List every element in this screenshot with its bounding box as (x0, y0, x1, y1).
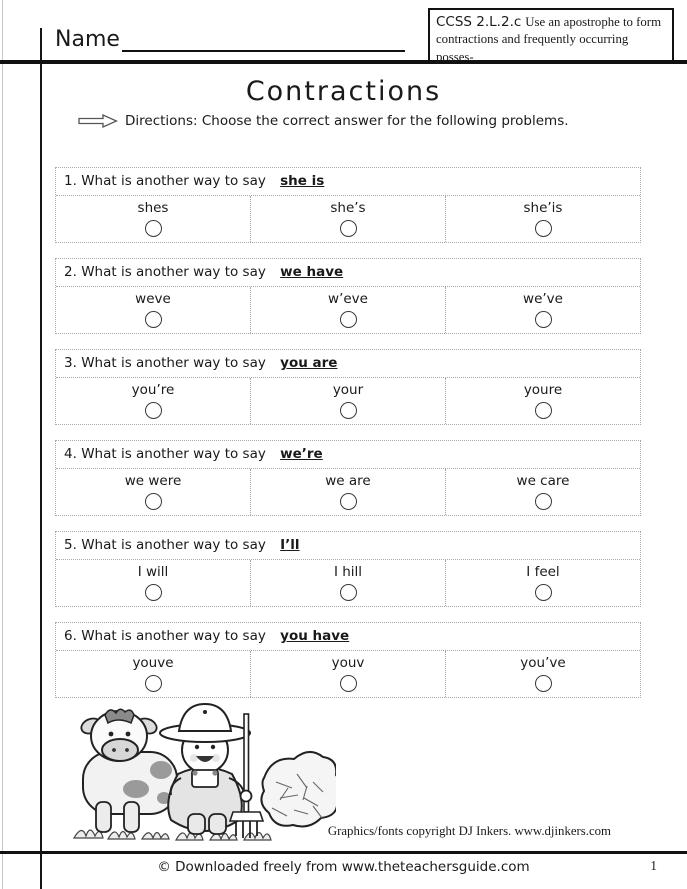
name-input-line[interactable] (122, 26, 405, 52)
answer-option (56, 196, 251, 242)
answer-option (251, 469, 446, 515)
question-block (55, 258, 641, 334)
option-label: I will (137, 564, 169, 580)
option-label: your (332, 382, 364, 398)
answer-option (446, 651, 640, 697)
radio-option[interactable] (535, 584, 552, 601)
option-label: she’is (523, 200, 563, 216)
directions-text: Directions: Choose the correct answer for the following problems. (125, 113, 569, 129)
margin-rule-vertical (40, 28, 42, 889)
ccss-description: Use an apostrophe to form contractions and frequently occurring posses- (436, 15, 662, 64)
option-label: we’ve (523, 291, 563, 307)
radio-option[interactable] (535, 220, 552, 237)
footer-rule (0, 851, 687, 854)
question-term: she is (280, 173, 325, 189)
option-label: I hill (333, 564, 363, 580)
option-label: you’re (131, 382, 175, 398)
radio-option[interactable] (145, 493, 162, 510)
question-text: 2. What is another way to say we have (56, 259, 640, 287)
question-block (55, 440, 641, 516)
radio-option[interactable] (145, 220, 162, 237)
radio-option[interactable] (340, 493, 357, 510)
option-label: she’s (330, 200, 366, 216)
radio-option[interactable] (145, 311, 162, 328)
answer-option (251, 378, 446, 424)
radio-option[interactable] (340, 402, 357, 419)
answer-option (251, 287, 446, 333)
option-label: youre (523, 382, 563, 398)
question-term: you are (280, 355, 338, 371)
option-label: we were (124, 473, 182, 489)
answer-option (446, 560, 640, 606)
directions-arrow-icon (78, 114, 118, 128)
option-label: youve (132, 655, 174, 671)
question-block (55, 167, 641, 243)
question-block (55, 349, 641, 425)
question-block (55, 531, 641, 607)
radio-option[interactable] (340, 311, 357, 328)
question-term: you have (280, 628, 350, 644)
option-label: we care (516, 473, 570, 489)
answer-option (56, 378, 251, 424)
radio-option[interactable] (340, 675, 357, 692)
option-label: w’eve (328, 291, 368, 307)
question-text: 6. What is another way to say you have (56, 623, 640, 651)
option-label: we are (325, 473, 371, 489)
page-number: 1 (650, 858, 657, 873)
ccss-standard-box (428, 8, 674, 62)
question-text: 5. What is another way to say I’ll (56, 532, 640, 560)
option-label: youv (331, 655, 365, 671)
answer-option (446, 196, 640, 242)
question-term: I’ll (280, 537, 300, 553)
option-label: you’ve (520, 655, 566, 671)
answer-option (56, 287, 251, 333)
option-label: shes (137, 200, 169, 216)
ccss-code: CCSS 2.L.2.c (436, 14, 522, 30)
directions-row (78, 113, 569, 129)
radio-option[interactable] (535, 493, 552, 510)
answer-option (446, 469, 640, 515)
haystack-figure (261, 752, 336, 827)
radio-option[interactable] (340, 584, 357, 601)
question-term: we’re (280, 446, 323, 462)
question-text: 3. What is another way to say you are (56, 350, 640, 378)
footer-source-text: © Downloaded freely from www.theteachersguide.com (157, 859, 530, 875)
option-label: weve (135, 291, 171, 307)
question-text: 4. What is another way to say we’re (56, 441, 640, 469)
question-list (55, 167, 641, 713)
page-title: Contractions (245, 76, 442, 107)
answer-option (251, 560, 446, 606)
question-text: 1. What is another way to say she is (56, 168, 640, 196)
farmer-cow-haystack-clipart (66, 686, 336, 844)
page-edge-line (2, 0, 3, 889)
name-label: Name (55, 27, 120, 52)
answer-option (251, 196, 446, 242)
radio-option[interactable] (340, 220, 357, 237)
answer-option (56, 560, 251, 606)
radio-option[interactable] (535, 311, 552, 328)
answer-option (56, 469, 251, 515)
name-row (55, 26, 405, 52)
radio-option[interactable] (535, 402, 552, 419)
radio-option[interactable] (145, 584, 162, 601)
option-label: I feel (526, 564, 560, 580)
cow-figure (79, 709, 177, 832)
radio-option[interactable] (535, 675, 552, 692)
graphics-credit: Graphics/fonts copyright DJ Inkers. www.djinkers.com (327, 824, 611, 838)
question-term: we have (280, 264, 344, 280)
answer-option (446, 378, 640, 424)
radio-option[interactable] (145, 402, 162, 419)
answer-option (446, 287, 640, 333)
